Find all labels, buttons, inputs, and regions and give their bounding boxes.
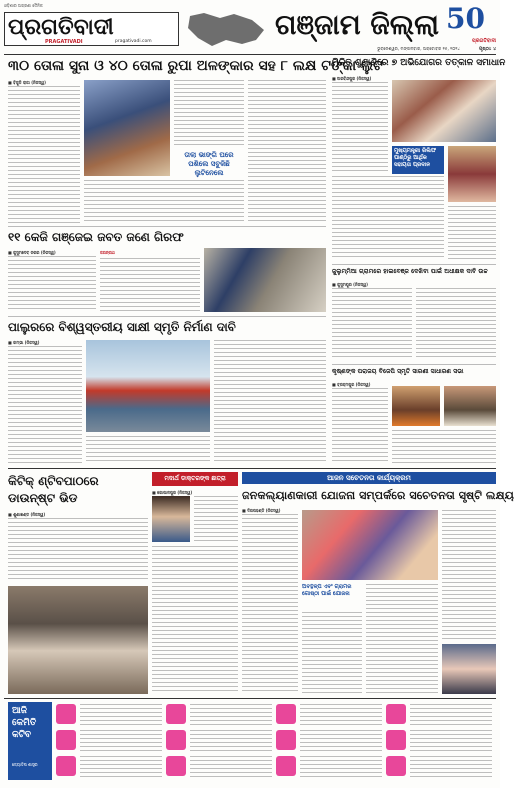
page-number: ପୃଷ୍ଠା: ୪ bbox=[479, 47, 496, 52]
gold-theft-kicker: ତାଲା ଭାଙ୍ଗି ଘରେ ପଶିଲେ ସବୁକିଛି ଲୁଟିନେଲେ bbox=[184, 150, 234, 177]
paluru-text-col1 bbox=[8, 346, 82, 464]
bjp-headline: କୃଷ୍ଣଙ୍କ ପରାଜୟ ବିଜେପି ସ୍ମୃତି ସାରଣୀ ସାଧାରଣ ସଭା bbox=[332, 368, 464, 375]
ganjam-map-icon bbox=[182, 10, 272, 50]
virgo-icon bbox=[166, 756, 186, 776]
zodiac-text bbox=[190, 730, 272, 751]
zodiac-text bbox=[410, 756, 492, 777]
student-headline: ମଦାର୍ଥ ଡାକ୍ତରଙ୍କ ଛାତ୍ରା bbox=[152, 472, 238, 486]
leo-icon bbox=[166, 730, 186, 750]
ganja-byline: ■ କୁସୁମଦେବ ନଗର (ନିଜସ୍ୱ) bbox=[8, 250, 56, 255]
anniversary-logo bbox=[440, 4, 496, 38]
camp-photo-2 bbox=[448, 146, 496, 202]
zodiac-cell bbox=[56, 754, 164, 779]
ganja-photo bbox=[204, 248, 326, 312]
paper-name: ପ୍ରଗତିବାଦୀ bbox=[8, 14, 114, 40]
awareness-text-col2 bbox=[302, 612, 362, 694]
bjp-photo-2 bbox=[444, 386, 496, 426]
camp-callout: ମୁଖ୍ୟମନ୍ତ୍ରୀ ରିଲିଫ ପାଣ୍ଠିରୁ ଆର୍ଥିକ ସହାୟତା ପ୍ରଦାନ bbox=[392, 146, 444, 174]
ration-headline-1: କିଟିକ୍ ଣ୍ଟିବପାଠରେ bbox=[8, 474, 99, 488]
capricorn-icon bbox=[386, 704, 406, 724]
zodiac-cell bbox=[166, 754, 274, 779]
anniversary-number: 50 bbox=[446, 2, 485, 35]
taurus-icon bbox=[56, 730, 76, 750]
awareness-callout: ଅବନ୍ଥଳ୍ପ ଏବଂ ଗ୍ରାମର ଗୋଷ୍ଠୀ ପାଇଁ ଯୋଜନା bbox=[302, 584, 352, 597]
gold-theft-byline: ■ ବିଜୁଳି ରାଜା (ନିଜସ୍ୱ) bbox=[8, 80, 46, 85]
zodiac-text bbox=[300, 704, 382, 725]
ganja-byline-2: ଜଗନ୍ନାଥ bbox=[100, 250, 115, 255]
paluru-text-col3 bbox=[214, 340, 326, 464]
zodiac-cell bbox=[276, 728, 384, 753]
aries-icon bbox=[56, 704, 76, 724]
ration-headline-2: ଡାଉନ୍ଷ୍ଟ ଭିଡ bbox=[8, 491, 78, 505]
student-text-col2 bbox=[152, 546, 238, 694]
bjp-text-col1 bbox=[332, 388, 388, 464]
sagittarius-icon bbox=[276, 756, 296, 776]
cancer-icon bbox=[166, 704, 186, 724]
horoscope-title-2: କେମିତି bbox=[12, 718, 37, 728]
gold-theft-photo bbox=[84, 80, 170, 176]
zodiac-text bbox=[80, 730, 162, 751]
divider-ganja bbox=[8, 226, 326, 227]
camp-byline: ■ ଅରବିନ୍ଦପୁର (ନିଜସ୍ୱ) bbox=[332, 76, 372, 81]
paper-logo bbox=[4, 12, 179, 46]
camp-photo-1 bbox=[392, 80, 496, 142]
divider-lower bbox=[8, 468, 496, 469]
libra-icon bbox=[276, 704, 296, 724]
gold-theft-text-bottom bbox=[84, 180, 244, 222]
gold-theft-text-col3 bbox=[248, 80, 326, 222]
paluru-photo bbox=[86, 340, 210, 432]
gold-theft-headline: ୩୦ ତୋଳା ସୁନା ଓ ୪୦ ତୋଳା ରୁପା ଅଳଙ୍କାର ସହ ୮ ଲକ୍ଷ ଟଙ୍କା ଲୁଟ bbox=[8, 58, 383, 74]
top-right-logo: ପ୍ରଗତିବାଦୀ bbox=[471, 38, 496, 44]
paluru-byline: ■ ରମ୍ଭା (ନିଜସ୍ୱ) bbox=[8, 340, 40, 345]
horoscope-title-1: ଆଜି bbox=[12, 706, 27, 716]
masthead-divider bbox=[4, 54, 496, 55]
paper-name-latin: PRAGATIVADI bbox=[45, 39, 83, 45]
divider-bjp bbox=[332, 364, 496, 365]
zodiac-cell bbox=[386, 702, 494, 727]
ration-photo bbox=[8, 586, 148, 694]
zodiac-cell bbox=[166, 702, 274, 727]
awareness-photo bbox=[302, 510, 438, 580]
ganja-text-col2 bbox=[100, 258, 200, 312]
gold-theft-text-col1 bbox=[8, 86, 80, 226]
camp-headline: ମିଳିତ ଶୁଣାଣିରେ ୭ ଅଭିଯୋଗର ତତ୍କାଳ ସମାଧାନ bbox=[332, 58, 506, 68]
student-photo bbox=[152, 496, 190, 542]
awareness-text-col1 bbox=[242, 514, 298, 694]
horoscope-header bbox=[8, 702, 52, 780]
bjp-byline: ■ ବ୍ରହ୍ମପୁର (ନିଜସ୍ୱ) bbox=[332, 382, 371, 387]
bjp-photo-1 bbox=[392, 386, 440, 426]
camp-text-col3 bbox=[448, 206, 496, 260]
zodiac-text bbox=[300, 756, 382, 777]
gold-theft-text-col2 bbox=[174, 80, 244, 148]
zodiac-cell bbox=[56, 702, 164, 727]
zodiac-text bbox=[410, 730, 492, 751]
ganja-text-col1 bbox=[8, 256, 96, 312]
top-tagline: ଓଡ଼ିଶାର ଅଗ୍ରଣୀ ଦୈନିକ bbox=[4, 3, 43, 8]
awareness-text-col4 bbox=[442, 510, 496, 640]
divider-fire bbox=[332, 264, 496, 265]
awareness-byline: ■ ଦିଗପହଣ୍ଡି (ନିଜସ୍ୱ) bbox=[242, 508, 281, 513]
fire-text-col2 bbox=[416, 288, 496, 360]
ration-text bbox=[8, 518, 148, 582]
awareness-banner: ଆଜନ ସଚେତନତା କାର୍ଯ୍ୟକ୍ରମ bbox=[242, 472, 496, 484]
zodiac-text bbox=[190, 756, 272, 777]
ration-byline: ■ ଶୁଣାଖଣ୍ଡ (ନିଜସ୍ୱ) bbox=[8, 512, 46, 517]
zodiac-cell bbox=[276, 702, 384, 727]
student-text-col1 bbox=[194, 496, 238, 542]
horoscope-title-3: କଟିବ bbox=[12, 730, 32, 740]
zodiac-cell bbox=[166, 728, 274, 753]
website: pragativadi.com bbox=[115, 39, 152, 44]
gold-theft-kicker-box bbox=[176, 150, 242, 184]
gemini-icon bbox=[56, 756, 76, 776]
fire-text-col1 bbox=[332, 288, 412, 360]
zodiac-cell bbox=[276, 754, 384, 779]
zodiac-cell bbox=[56, 728, 164, 753]
ganja-headline: ୧୧ କେଜି ଗଞ୍ଜେଇ ଜବତ ଜଣେ ଗିରଫ bbox=[8, 230, 184, 244]
awareness-headline: ଜନକଲ୍ୟାଣକାରୀ ଯୋଜନା ସମ୍ପର୍କରେ ସଚେତନତା ସୃଷ୍ଟି ଲକ୍ଷ୍ୟ bbox=[242, 488, 514, 502]
zodiac-cell bbox=[386, 754, 494, 779]
zodiac-text bbox=[300, 730, 382, 751]
zodiac-text bbox=[410, 704, 492, 725]
divider-paluru bbox=[8, 316, 326, 317]
camp-text-col1 bbox=[332, 82, 388, 172]
zodiac-grid bbox=[56, 702, 496, 780]
zodiac-text bbox=[190, 704, 272, 725]
paluru-headline: ପାଲୁରରେ ବିଶ୍ୱସ୍ତରୀୟ ସାକ୍ଷୀ ସ୍ମୃତି ନିର୍ମାଣ ଦାବି bbox=[8, 320, 236, 334]
awareness-text-col3 bbox=[366, 584, 438, 694]
awareness-photo-2 bbox=[442, 644, 496, 694]
zodiac-cell bbox=[386, 728, 494, 753]
horoscope-subtitle: ଜ୍ୟୋତିଷ ଶାସ୍ତ୍ର bbox=[12, 762, 38, 767]
bjp-text-col2 bbox=[392, 430, 496, 464]
divider-horoscope bbox=[4, 698, 496, 699]
section-title: ଗଞ୍ଜାମ ଜିଲ୍ଲା bbox=[275, 8, 439, 41]
zodiac-text bbox=[80, 756, 162, 777]
fire-headline: ଜୁଲୁମ୍ମିଆ ଗ୍ରାମରେ ହାଇବେଞ୍ଜ ଦେଖିବା ପାଇଁ ଅଧୀକ୍ଷକ ଦାବି ଉଚ୍ଚ bbox=[332, 268, 488, 275]
fire-byline: ■ କୁସୁମପୁର (ନିଜସ୍ୱ) bbox=[332, 282, 368, 287]
scorpio-icon bbox=[276, 730, 296, 750]
pisces-icon bbox=[386, 756, 406, 776]
student-byline: ■ ଗୋପାଳପୁର (ନିଜସ୍ୱ) bbox=[152, 490, 193, 495]
paluru-text-col2 bbox=[86, 436, 210, 464]
dateline: ଭୁବନେଶ୍ୱର, ମଙ୍ଗଳବାର, ଅକ୍ଟୋବର ୧୫, ୨୦୨୪ bbox=[377, 46, 460, 51]
aquarius-icon bbox=[386, 730, 406, 750]
zodiac-text bbox=[80, 704, 162, 725]
camp-text-col2 bbox=[332, 176, 444, 260]
